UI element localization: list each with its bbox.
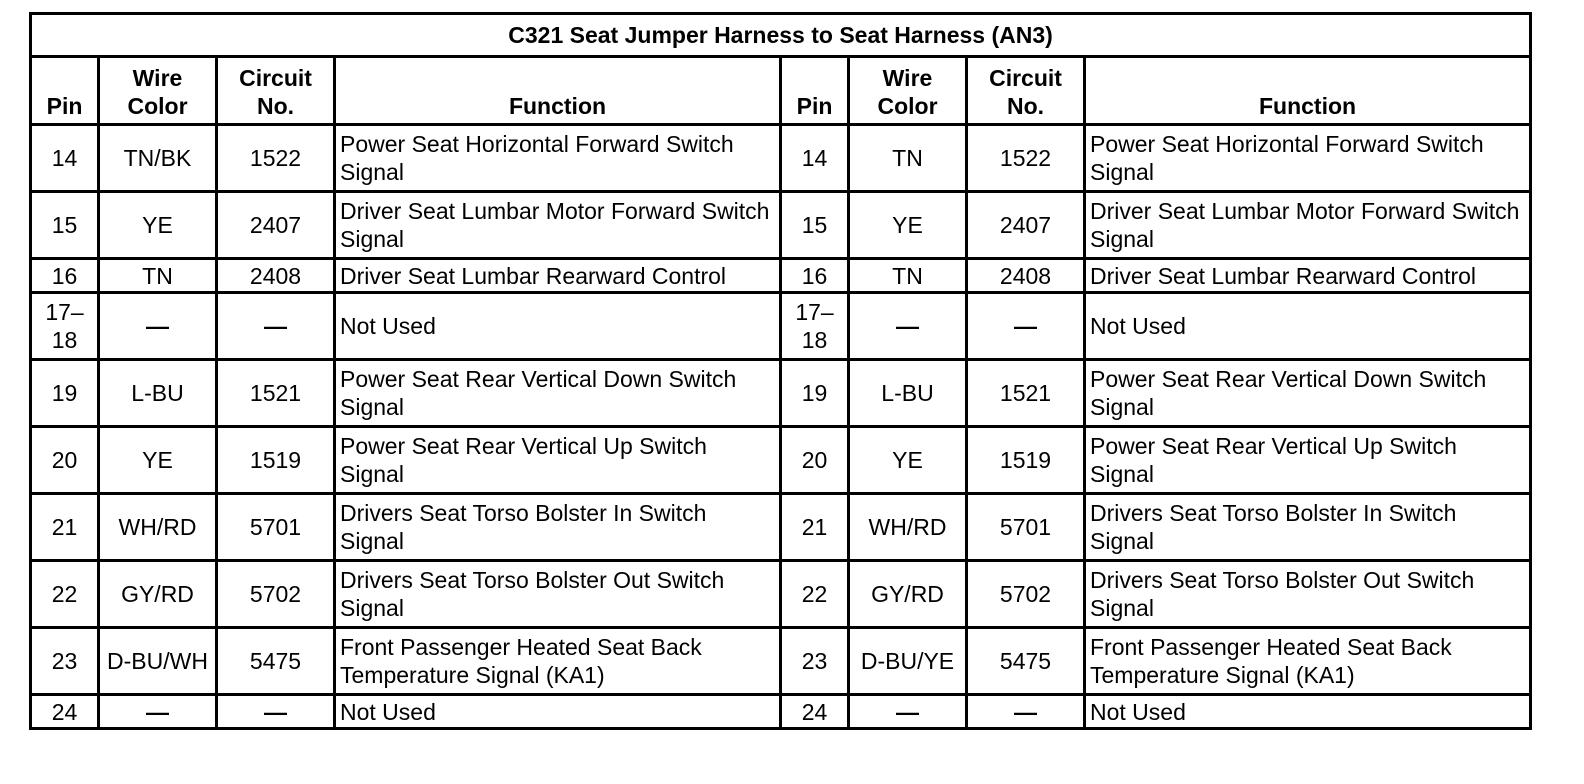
function-cell: Not Used — [1085, 695, 1531, 729]
circuit-cell: 1522 — [967, 125, 1085, 192]
header-wire-color-right: Wire Color — [849, 57, 967, 125]
circuit-cell: 5475 — [217, 628, 335, 695]
wire-color-cell: D-BU/YE — [849, 628, 967, 695]
function-cell: Not Used — [335, 695, 781, 729]
circuit-cell: 5702 — [217, 561, 335, 628]
header-circuit-no-left: Circuit No. — [217, 57, 335, 125]
wire-color-cell: — — [99, 695, 217, 729]
table-row — [31, 561, 1531, 628]
column-header-row — [31, 57, 1531, 125]
header-wire-color-left: Wire Color — [99, 57, 217, 125]
pin-cell: 19 — [781, 360, 849, 427]
circuit-cell: 5701 — [217, 494, 335, 561]
circuit-cell: 1521 — [967, 360, 1085, 427]
circuit-cell: 1522 — [217, 125, 335, 192]
wire-color-cell: YE — [849, 192, 967, 259]
wire-color-cell: YE — [99, 427, 217, 494]
wire-color-cell: L-BU — [849, 360, 967, 427]
pin-cell: 16 — [781, 259, 849, 293]
table-row — [31, 360, 1531, 427]
circuit-cell: 5701 — [967, 494, 1085, 561]
pin-cell: 19 — [31, 360, 99, 427]
table-row — [31, 192, 1531, 259]
circuit-cell: 2408 — [967, 259, 1085, 293]
wire-color-cell: GY/RD — [849, 561, 967, 628]
wire-color-cell: WH/RD — [99, 494, 217, 561]
pin-cell: 20 — [31, 427, 99, 494]
pin-cell: 24 — [31, 695, 99, 729]
function-cell: Drivers Seat Torso Bolster In Switch Signal — [1085, 494, 1531, 561]
circuit-cell: 1519 — [217, 427, 335, 494]
connector-table-sheet — [29, 12, 1529, 730]
wire-color-cell: — — [849, 293, 967, 360]
table-row — [31, 293, 1531, 360]
connector-pinout-table — [29, 12, 1532, 730]
wire-color-cell: TN/BK — [99, 125, 217, 192]
function-cell: Not Used — [335, 293, 781, 360]
circuit-cell: — — [967, 695, 1085, 729]
circuit-cell: 1519 — [967, 427, 1085, 494]
wire-color-cell: WH/RD — [849, 494, 967, 561]
function-cell: Drivers Seat Torso Bolster Out Switch Signal — [335, 561, 781, 628]
function-cell: Power Seat Horizontal Forward Switch Signal — [335, 125, 781, 192]
wire-color-cell: YE — [849, 427, 967, 494]
circuit-cell: 2408 — [217, 259, 335, 293]
function-cell: Driver Seat Lumbar Motor Forward Switch Signal — [1085, 192, 1531, 259]
circuit-cell: — — [967, 293, 1085, 360]
function-cell: Front Passenger Heated Seat Back Temperature Signal (KA1) — [1085, 628, 1531, 695]
pin-cell: 20 — [781, 427, 849, 494]
header-function-right: Function — [1085, 57, 1531, 125]
pin-cell: 22 — [781, 561, 849, 628]
wire-color-cell: YE — [99, 192, 217, 259]
table-row — [31, 695, 1531, 729]
function-cell: Not Used — [1085, 293, 1531, 360]
function-cell: Driver Seat Lumbar Rearward Control — [335, 259, 781, 293]
header-function-left: Function — [335, 57, 781, 125]
table-row — [31, 125, 1531, 192]
pin-cell: 15 — [31, 192, 99, 259]
pin-cell: 14 — [31, 125, 99, 192]
function-cell: Power Seat Rear Vertical Down Switch Signal — [335, 360, 781, 427]
header-pin-right: Pin — [781, 57, 849, 125]
function-cell: Power Seat Rear Vertical Up Switch Signal — [335, 427, 781, 494]
pin-cell: 16 — [31, 259, 99, 293]
function-cell: Driver Seat Lumbar Rearward Control — [1085, 259, 1531, 293]
circuit-cell: 5702 — [967, 561, 1085, 628]
function-cell: Power Seat Rear Vertical Up Switch Signal — [1085, 427, 1531, 494]
wire-color-cell: L-BU — [99, 360, 217, 427]
wire-color-cell: TN — [99, 259, 217, 293]
table-row — [31, 259, 1531, 293]
pin-cell: 15 — [781, 192, 849, 259]
table-row — [31, 494, 1531, 561]
pin-cell: 17–18 — [31, 293, 99, 360]
function-cell: Driver Seat Lumbar Motor Forward Switch Signal — [335, 192, 781, 259]
table-row — [31, 427, 1531, 494]
pin-cell: 24 — [781, 695, 849, 729]
circuit-cell: 2407 — [967, 192, 1085, 259]
wire-color-cell: TN — [849, 259, 967, 293]
table-title: C321 Seat Jumper Harness to Seat Harness (AN3) — [31, 14, 1531, 57]
pin-cell: 21 — [781, 494, 849, 561]
circuit-cell: 2407 — [217, 192, 335, 259]
pin-cell: 14 — [781, 125, 849, 192]
function-cell: Drivers Seat Torso Bolster In Switch Signal — [335, 494, 781, 561]
circuit-cell: — — [217, 695, 335, 729]
function-cell: Front Passenger Heated Seat Back Temperature Signal (KA1) — [335, 628, 781, 695]
pin-cell: 17–18 — [781, 293, 849, 360]
wire-color-cell: — — [99, 293, 217, 360]
header-pin-left: Pin — [31, 57, 99, 125]
wire-color-cell: TN — [849, 125, 967, 192]
table-title-row — [31, 14, 1531, 57]
wire-color-cell: GY/RD — [99, 561, 217, 628]
wire-color-cell: D-BU/WH — [99, 628, 217, 695]
function-cell: Power Seat Horizontal Forward Switch Signal — [1085, 125, 1531, 192]
wire-color-cell: — — [849, 695, 967, 729]
circuit-cell: 1521 — [217, 360, 335, 427]
pin-cell: 21 — [31, 494, 99, 561]
circuit-cell: 5475 — [967, 628, 1085, 695]
circuit-cell: — — [217, 293, 335, 360]
table-row — [31, 628, 1531, 695]
function-cell: Power Seat Rear Vertical Down Switch Signal — [1085, 360, 1531, 427]
header-circuit-no-right: Circuit No. — [967, 57, 1085, 125]
pin-cell: 23 — [31, 628, 99, 695]
pin-cell: 23 — [781, 628, 849, 695]
function-cell: Drivers Seat Torso Bolster Out Switch Signal — [1085, 561, 1531, 628]
pin-cell: 22 — [31, 561, 99, 628]
